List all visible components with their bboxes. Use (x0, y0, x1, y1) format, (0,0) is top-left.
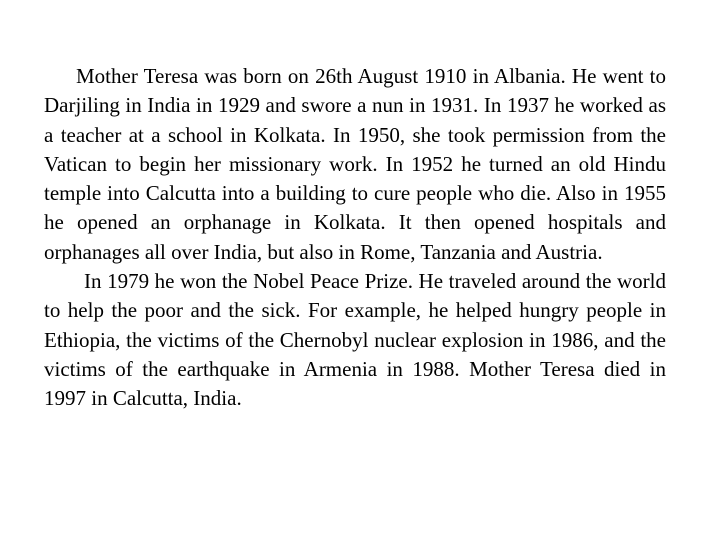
document-page (44, 62, 666, 414)
paragraph-1: Mother Teresa was born on 26th August 1910 in Albania. He went to Darjiling in India in 1929 and swore a nun in 1931. In 1937 he worked as a teacher at a school in Kolkata. In 1950, she took permission from the Vatican to begin her missionary work. In 1952 he turned an old Hindu temple into Calcutta into a building to cure people who die. Also in 1955 he opened an orphanage in Kolkata. It then opened hospitals and orphanages all over India, but also in Rome, Tanzania and Austria. (44, 64, 666, 264)
paragraph-2: In 1979 he won the Nobel Peace Prize. He traveled around the world to help the poor and the sick. For example, he helped hungry people in Ethiopia, the victims of the Chernobyl nuclear explosion in 1986, and the victims of the earthquake in Armenia in 1988. Mother Teresa died in 1997 in Calcutta, India. (44, 269, 666, 411)
